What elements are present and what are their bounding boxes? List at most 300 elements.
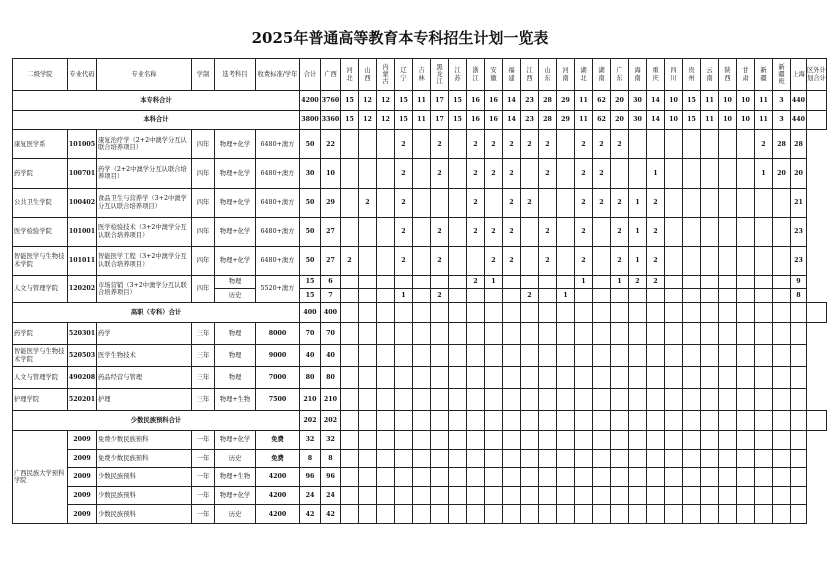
- empty-cell: [557, 345, 575, 367]
- empty-cell: [557, 505, 575, 524]
- summary-value: 23: [521, 110, 539, 130]
- summary-row: [13, 303, 827, 323]
- subjects-cell: 物理+化学: [215, 188, 256, 217]
- empty-cell: [485, 411, 503, 431]
- subjects-cell: 物理+化学: [215, 217, 256, 246]
- province-cell: [449, 130, 467, 159]
- subjects-cell: 历史: [215, 289, 256, 303]
- province-cell: 2: [593, 159, 611, 188]
- empty-cell: [575, 505, 593, 524]
- empty-cell: [413, 389, 431, 411]
- empty-cell: [539, 486, 557, 505]
- code-cell: 2009: [68, 431, 97, 450]
- province-cell: [431, 275, 449, 289]
- major-cell: 药学（2+2中澳学分互认联合培养项目）: [97, 159, 192, 188]
- province-cell: [377, 246, 395, 275]
- empty-cell: [413, 431, 431, 450]
- empty-cell: [359, 486, 377, 505]
- summary-label: 本科合计: [13, 110, 300, 130]
- empty-cell: [503, 323, 521, 345]
- college-cell: 人文与管理学院: [13, 275, 68, 303]
- column-header: 陕 西: [719, 59, 737, 91]
- empty-cell: [791, 323, 807, 345]
- empty-cell: [539, 345, 557, 367]
- empty-cell: [755, 411, 773, 431]
- college-cell: 智能医学与生物技术学院: [13, 345, 68, 367]
- province-cell: [467, 246, 485, 275]
- column-header: 江 西: [521, 59, 539, 91]
- table-body: [13, 91, 827, 524]
- table-row: [13, 275, 827, 289]
- college-cell: 医学检验学院: [13, 217, 68, 246]
- empty-cell: [521, 323, 539, 345]
- out-of-region-total: 9: [791, 275, 807, 289]
- empty-cell: [431, 303, 449, 323]
- total-cell: 96: [300, 468, 321, 487]
- fee-cell: 7000: [256, 367, 300, 389]
- empty-cell: [755, 449, 773, 468]
- length-cell: 一年: [192, 505, 215, 524]
- empty-cell: [737, 468, 755, 487]
- summary-value: 12: [377, 110, 395, 130]
- empty-cell: [737, 411, 755, 431]
- province-cell: 2: [647, 275, 665, 289]
- column-header: 黑 龙 江: [431, 59, 449, 91]
- column-header: 二级学院: [13, 59, 68, 91]
- province-cell: [557, 217, 575, 246]
- empty-cell: [449, 486, 467, 505]
- code-cell: 101001: [68, 217, 97, 246]
- province-cell: 2: [503, 217, 521, 246]
- empty-cell: [557, 449, 575, 468]
- province-cell: [719, 188, 737, 217]
- empty-cell: [377, 389, 395, 411]
- empty-cell: [377, 323, 395, 345]
- column-header: 甘 肃: [737, 59, 755, 91]
- province-cell: [629, 130, 647, 159]
- empty-cell: [611, 486, 629, 505]
- empty-cell: [431, 367, 449, 389]
- column-header: 专业名称: [97, 59, 192, 91]
- empty-cell: [647, 389, 665, 411]
- empty-cell: [575, 303, 593, 323]
- empty-cell: [755, 345, 773, 367]
- empty-cell: [395, 449, 413, 468]
- length-cell: 四年: [192, 159, 215, 188]
- province-cell: 2: [467, 217, 485, 246]
- summary-value: 14: [503, 110, 521, 130]
- guangxi-cell: 210: [321, 389, 341, 411]
- summary-value: 17: [431, 91, 449, 111]
- empty-cell: [521, 411, 539, 431]
- empty-cell: [773, 345, 791, 367]
- empty-cell: [521, 505, 539, 524]
- empty-cell: [557, 486, 575, 505]
- province-cell: [737, 159, 755, 188]
- province-cell: [737, 289, 755, 303]
- province-cell: [341, 130, 359, 159]
- out-of-region-total: 20: [791, 159, 807, 188]
- empty-cell: [575, 486, 593, 505]
- province-cell: [521, 217, 539, 246]
- empty-cell: [593, 345, 611, 367]
- empty-cell: [575, 411, 593, 431]
- empty-cell: [737, 345, 755, 367]
- empty-cell: [719, 411, 737, 431]
- empty-cell: [395, 431, 413, 450]
- summary-value: 15: [395, 110, 413, 130]
- summary-label: 本专科合计: [13, 91, 300, 111]
- empty-cell: [521, 486, 539, 505]
- empty-cell: [629, 345, 647, 367]
- major-cell: 药品经营与管理: [97, 367, 192, 389]
- empty-cell: [539, 367, 557, 389]
- code-cell: 520301: [68, 323, 97, 345]
- province-cell: [413, 246, 431, 275]
- province-cell: 2: [395, 188, 413, 217]
- empty-cell: [557, 389, 575, 411]
- empty-cell: [341, 367, 359, 389]
- province-cell: [377, 188, 395, 217]
- province-cell: 2: [521, 188, 539, 217]
- province-cell: [557, 159, 575, 188]
- province-cell: 2: [485, 246, 503, 275]
- empty-cell: [395, 367, 413, 389]
- empty-cell: [807, 303, 827, 323]
- province-cell: [359, 130, 377, 159]
- province-cell: 2: [647, 217, 665, 246]
- empty-cell: [575, 367, 593, 389]
- summary-value: 10: [737, 91, 755, 111]
- summary-value: 202: [321, 411, 341, 431]
- province-cell: 2: [503, 159, 521, 188]
- empty-cell: [611, 389, 629, 411]
- province-cell: [377, 275, 395, 289]
- empty-cell: [665, 431, 683, 450]
- code-cell: 101011: [68, 246, 97, 275]
- province-cell: 2: [467, 130, 485, 159]
- empty-cell: [485, 431, 503, 450]
- empty-cell: [359, 431, 377, 450]
- empty-cell: [719, 389, 737, 411]
- province-cell: [773, 217, 791, 246]
- summary-value: 202: [300, 411, 321, 431]
- empty-cell: [485, 345, 503, 367]
- summary-value: 15: [449, 110, 467, 130]
- total-cell: 50: [300, 130, 321, 159]
- summary-value: 15: [683, 91, 701, 111]
- enrollment-plan-table: [12, 58, 827, 524]
- length-cell: 四年: [192, 130, 215, 159]
- province-cell: [755, 275, 773, 289]
- summary-row: [13, 411, 827, 431]
- empty-cell: [647, 411, 665, 431]
- summary-value: 30: [629, 91, 647, 111]
- empty-cell: [341, 486, 359, 505]
- empty-cell: [521, 389, 539, 411]
- column-header: 海 南: [629, 59, 647, 91]
- empty-cell: [593, 468, 611, 487]
- fee-cell: 6480+澳方: [256, 188, 300, 217]
- major-cell: 免费少数民族预科: [97, 431, 192, 450]
- province-cell: [449, 246, 467, 275]
- column-header: 贵 州: [683, 59, 701, 91]
- empty-cell: [773, 323, 791, 345]
- province-cell: [395, 275, 413, 289]
- province-cell: [449, 159, 467, 188]
- column-header: 山 西: [359, 59, 377, 91]
- total-cell: 210: [300, 389, 321, 411]
- fee-cell: 8000: [256, 323, 300, 345]
- fee-cell: 6480+澳方: [256, 159, 300, 188]
- province-cell: [737, 275, 755, 289]
- summary-row: [13, 91, 827, 111]
- province-cell: [629, 159, 647, 188]
- province-cell: 2: [575, 246, 593, 275]
- guangxi-cell: 29: [321, 188, 341, 217]
- province-cell: 2: [503, 188, 521, 217]
- length-cell: 一年: [192, 468, 215, 487]
- major-cell: 少数民族预科: [97, 505, 192, 524]
- summary-value: 11: [701, 91, 719, 111]
- empty-cell: [431, 345, 449, 367]
- province-cell: 2: [611, 217, 629, 246]
- empty-cell: [413, 468, 431, 487]
- summary-value: 10: [665, 110, 683, 130]
- empty-cell: [755, 389, 773, 411]
- total-cell: 50: [300, 188, 321, 217]
- subjects-cell: 物理: [215, 323, 256, 345]
- empty-cell: [449, 367, 467, 389]
- empty-cell: [791, 431, 807, 450]
- subjects-cell: 物理+生物: [215, 389, 256, 411]
- province-cell: [467, 289, 485, 303]
- empty-cell: [611, 411, 629, 431]
- province-cell: 2: [575, 188, 593, 217]
- subjects-cell: 物理: [215, 367, 256, 389]
- empty-cell: [575, 468, 593, 487]
- guangxi-cell: 80: [321, 367, 341, 389]
- empty-cell: [431, 389, 449, 411]
- province-cell: [719, 130, 737, 159]
- province-cell: [557, 188, 575, 217]
- summary-value: 20: [611, 91, 629, 111]
- fee-cell: 免费: [256, 431, 300, 450]
- province-cell: [557, 275, 575, 289]
- empty-cell: [611, 367, 629, 389]
- province-cell: [719, 275, 737, 289]
- column-header: 吉 林: [413, 59, 431, 91]
- guangxi-cell: 27: [321, 246, 341, 275]
- empty-cell: [341, 431, 359, 450]
- summary-label: 高职（专科）合计: [13, 303, 300, 323]
- province-cell: [413, 289, 431, 303]
- empty-cell: [467, 303, 485, 323]
- summary-value: 3: [773, 110, 791, 130]
- table-row: [13, 188, 827, 217]
- empty-cell: [773, 389, 791, 411]
- province-cell: [737, 217, 755, 246]
- empty-cell: [807, 110, 827, 130]
- out-of-region-total: 28: [791, 130, 807, 159]
- province-cell: 2: [593, 130, 611, 159]
- total-cell: 50: [300, 246, 321, 275]
- province-cell: 2: [611, 188, 629, 217]
- empty-cell: [503, 367, 521, 389]
- summary-value: 10: [719, 110, 737, 130]
- college-cell: 智能医学与生物技术学院: [13, 246, 68, 275]
- province-cell: [611, 289, 629, 303]
- summary-value: 11: [701, 110, 719, 130]
- empty-cell: [593, 367, 611, 389]
- college-cell: 护理学院: [13, 389, 68, 411]
- empty-cell: [683, 303, 701, 323]
- column-header: 山 东: [539, 59, 557, 91]
- summary-value: 29: [557, 110, 575, 130]
- empty-cell: [449, 449, 467, 468]
- province-cell: [665, 130, 683, 159]
- summary-value: 11: [755, 91, 773, 111]
- column-header: 学制: [192, 59, 215, 91]
- subjects-cell: 物理+化学: [215, 130, 256, 159]
- province-cell: [683, 217, 701, 246]
- province-cell: 2: [485, 130, 503, 159]
- column-header: 云 南: [701, 59, 719, 91]
- empty-cell: [377, 345, 395, 367]
- empty-cell: [791, 449, 807, 468]
- province-cell: [413, 188, 431, 217]
- empty-cell: [503, 505, 521, 524]
- empty-cell: [701, 323, 719, 345]
- empty-cell: [701, 411, 719, 431]
- empty-cell: [719, 486, 737, 505]
- subjects-cell: 物理: [215, 275, 256, 289]
- province-cell: [359, 289, 377, 303]
- empty-cell: [449, 323, 467, 345]
- province-cell: [683, 159, 701, 188]
- subjects-cell: 物理+化学: [215, 246, 256, 275]
- empty-cell: [665, 486, 683, 505]
- length-cell: 三年: [192, 367, 215, 389]
- empty-cell: [737, 449, 755, 468]
- empty-cell: [485, 468, 503, 487]
- province-cell: 2: [395, 246, 413, 275]
- province-cell: [737, 246, 755, 275]
- empty-cell: [683, 367, 701, 389]
- empty-cell: [719, 367, 737, 389]
- province-cell: [737, 188, 755, 217]
- empty-cell: [449, 468, 467, 487]
- summary-value: 440: [791, 91, 807, 111]
- province-cell: 2: [503, 130, 521, 159]
- table-row: [13, 246, 827, 275]
- code-cell: 520201: [68, 389, 97, 411]
- empty-cell: [449, 303, 467, 323]
- empty-cell: [377, 449, 395, 468]
- province-cell: [737, 130, 755, 159]
- empty-cell: [665, 367, 683, 389]
- fee-cell: 6480+澳方: [256, 217, 300, 246]
- empty-cell: [341, 449, 359, 468]
- province-cell: [359, 159, 377, 188]
- empty-cell: [467, 449, 485, 468]
- province-cell: 1: [629, 188, 647, 217]
- summary-value: 16: [485, 91, 503, 111]
- guangxi-cell: 24: [321, 486, 341, 505]
- empty-cell: [665, 505, 683, 524]
- province-cell: [719, 289, 737, 303]
- empty-cell: [575, 323, 593, 345]
- summary-value: 11: [575, 91, 593, 111]
- out-of-region-total: 8: [791, 289, 807, 303]
- code-cell: 100402: [68, 188, 97, 217]
- province-cell: 1: [575, 275, 593, 289]
- empty-cell: [395, 486, 413, 505]
- province-cell: [701, 188, 719, 217]
- empty-cell: [611, 449, 629, 468]
- column-header: 区外计划合计: [807, 59, 827, 91]
- page-title: 2025年普通高等教育本专科招生计划一览表: [251, 29, 549, 47]
- empty-cell: [557, 468, 575, 487]
- province-cell: 2: [521, 289, 539, 303]
- province-cell: [431, 188, 449, 217]
- province-cell: [539, 188, 557, 217]
- total-cell: 24: [300, 486, 321, 505]
- empty-cell: [467, 411, 485, 431]
- empty-cell: [467, 431, 485, 450]
- summary-value: 11: [755, 110, 773, 130]
- province-cell: [377, 289, 395, 303]
- total-cell: 50: [300, 217, 321, 246]
- province-cell: 2: [431, 246, 449, 275]
- subjects-cell: 历史: [215, 449, 256, 468]
- empty-cell: [557, 367, 575, 389]
- code-cell: 2009: [68, 486, 97, 505]
- province-cell: 2: [593, 188, 611, 217]
- fee-cell: 6480+澳方: [256, 246, 300, 275]
- out-of-region-total: 23: [791, 217, 807, 246]
- empty-cell: [719, 303, 737, 323]
- code-cell: 101005: [68, 130, 97, 159]
- empty-cell: [791, 486, 807, 505]
- summary-value: 15: [449, 91, 467, 111]
- empty-cell: [647, 431, 665, 450]
- empty-cell: [737, 431, 755, 450]
- empty-cell: [701, 431, 719, 450]
- province-cell: 2: [485, 217, 503, 246]
- province-cell: [773, 289, 791, 303]
- summary-value: 12: [377, 91, 395, 111]
- column-header: 内 蒙 古: [377, 59, 395, 91]
- major-cell: 医学检验技术（3+2中澳学分互认联合培养项目）: [97, 217, 192, 246]
- guangxi-cell: 42: [321, 505, 341, 524]
- guangxi-cell: 7: [321, 289, 341, 303]
- empty-cell: [359, 468, 377, 487]
- empty-cell: [431, 505, 449, 524]
- empty-cell: [449, 345, 467, 367]
- empty-cell: [485, 367, 503, 389]
- major-cell: 护理: [97, 389, 192, 411]
- province-cell: 20: [773, 159, 791, 188]
- column-header: 江 苏: [449, 59, 467, 91]
- province-cell: 2: [629, 275, 647, 289]
- province-cell: 2: [755, 130, 773, 159]
- table-row: [13, 431, 827, 450]
- province-cell: 2: [431, 130, 449, 159]
- empty-cell: [701, 303, 719, 323]
- empty-cell: [791, 468, 807, 487]
- empty-cell: [701, 345, 719, 367]
